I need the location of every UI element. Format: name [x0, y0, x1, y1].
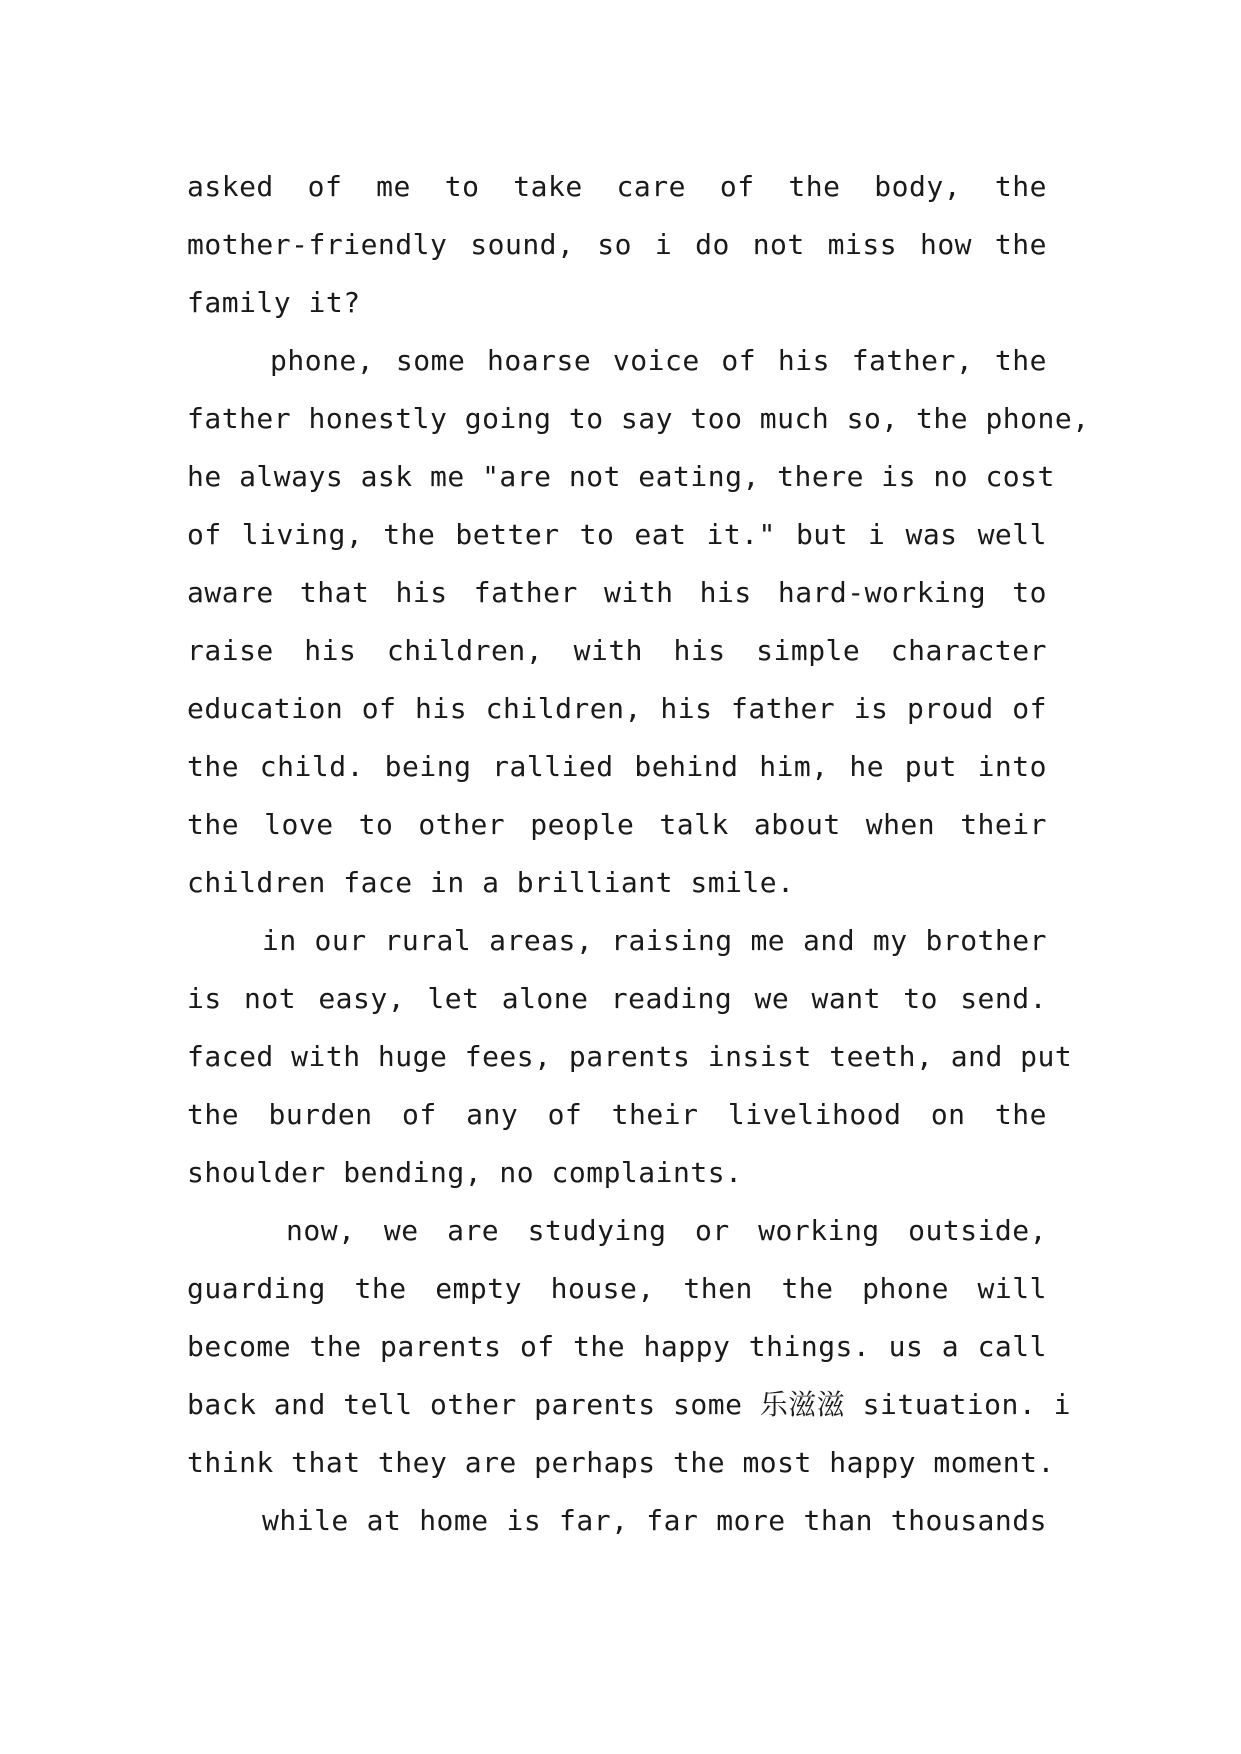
- text-line: faced with huge fees, parents insist teeth, and put: [187, 1040, 1073, 1073]
- text-line: think that they are perhaps the most happy moment.: [187, 1446, 1055, 1479]
- body-text: [187, 158, 1090, 1550]
- text-line: mother-friendly sound, so i do not miss how the: [187, 228, 1047, 261]
- text-line: while at home is far, far more than thousands: [262, 1504, 1047, 1537]
- text-line: in our rural areas, raising me and my brother: [262, 924, 1047, 957]
- text-line: phone, some hoarse voice of his father, the: [270, 344, 1047, 377]
- text-line: now, we are studying or working outside,: [286, 1214, 1047, 1247]
- text-line: become the parents of the happy things. us a call: [187, 1330, 1047, 1363]
- text-line: family it?: [187, 286, 361, 319]
- text-line: raise his children, with his simple character: [187, 634, 1047, 667]
- text-line: the burden of any of their livelihood on the: [187, 1098, 1047, 1131]
- text-line: of living, the better to eat it." but i was well: [187, 518, 1047, 551]
- text-line: aware that his father with his hard-working to: [187, 576, 1047, 609]
- text-line: the love to other people talk about when their: [187, 808, 1047, 841]
- text-line: father honestly going to say too much so, the phone,: [187, 402, 1090, 435]
- text-line: he always ask me "are not eating, there is no cost: [187, 460, 1055, 493]
- text-line: is not easy, let alone reading we want to send.: [187, 982, 1047, 1015]
- text-line: guarding the empty house, then the phone will: [187, 1272, 1047, 1305]
- text-line: back and tell other parents some 乐滋滋 situation. i: [187, 1388, 1071, 1421]
- text-line: shoulder bending, no complaints.: [187, 1156, 743, 1189]
- text-line: education of his children, his father is proud of: [187, 692, 1047, 725]
- text-line: asked of me to take care of the body, the: [187, 170, 1047, 203]
- text-line: the child. being rallied behind him, he put into: [187, 750, 1047, 783]
- text-line: children face in a brilliant smile.: [187, 866, 795, 899]
